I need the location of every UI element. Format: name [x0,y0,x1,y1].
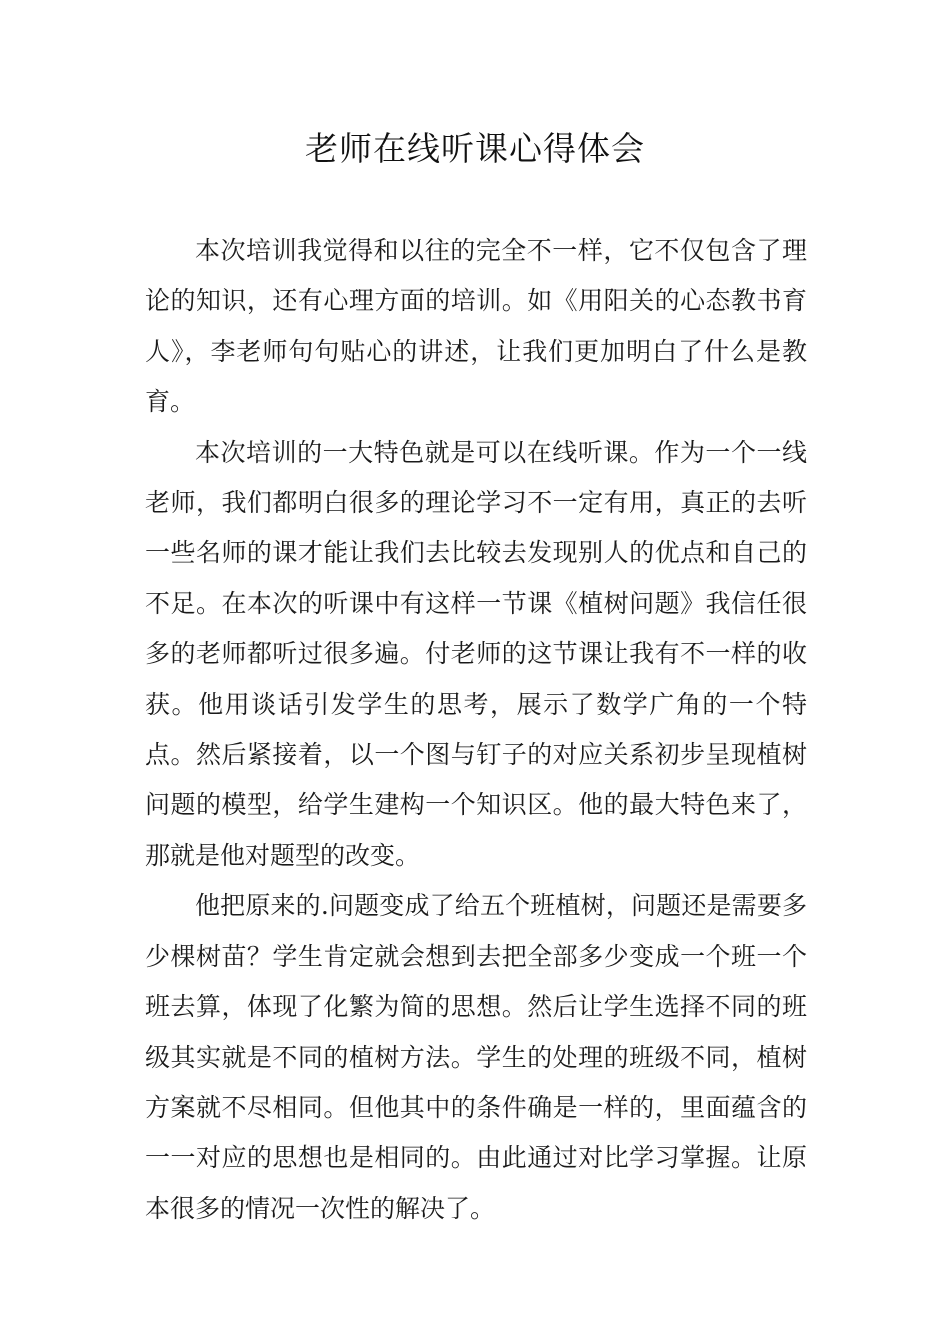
document-body [145,226,807,1234]
paragraph-1: 本次培训我觉得和以往的完全不一样，它不仅包含了理论的知识，还有心理方面的培训。如《用阳关的心态教书育人》，李老师句句贴心的讲述，让我们更加明白了什么是教育。 [145,236,807,417]
document-title: 老师在线听课心得体会 [305,129,645,168]
paragraph-2: 本次培训的一大特色就是可以在线听课。作为一个一线老师，我们都明白很多的理论学习不一定有用，真正的去听一些名师的课才能让我们去比较去发现别人的优点和自己的不足。在本次的听课中有这样一节课《植树问题》我信任很多的老师都听过很多遍。付老师的这节课让我有不一样的收获。他用谈话引发学生的思考，展示了数学广角的一个特点。然后紧接着，以一个图与钉子的对应关系初步呈现植树问题的模型，给学生建构一个知识区。他的最大特色来了，那就是他对题型的改变。 [145,437,807,870]
paragraph-3: 他把原来的.问题变成了给五个班植树，问题还是需要多少棵树苗？学生肯定就会想到去把全部多少变成一个班一个班去算，体现了化繁为简的思想。然后让学生选择不同的班级其实就是不同的植树方法。学生的处理的班级不同，植树方案就不尽相同。但他其中的条件确是一样的，里面蕴含的一一对应的思想也是相同的。由此通过对比学习掌握。让原本很多的情况一次性的解决了。 [145,891,807,1223]
